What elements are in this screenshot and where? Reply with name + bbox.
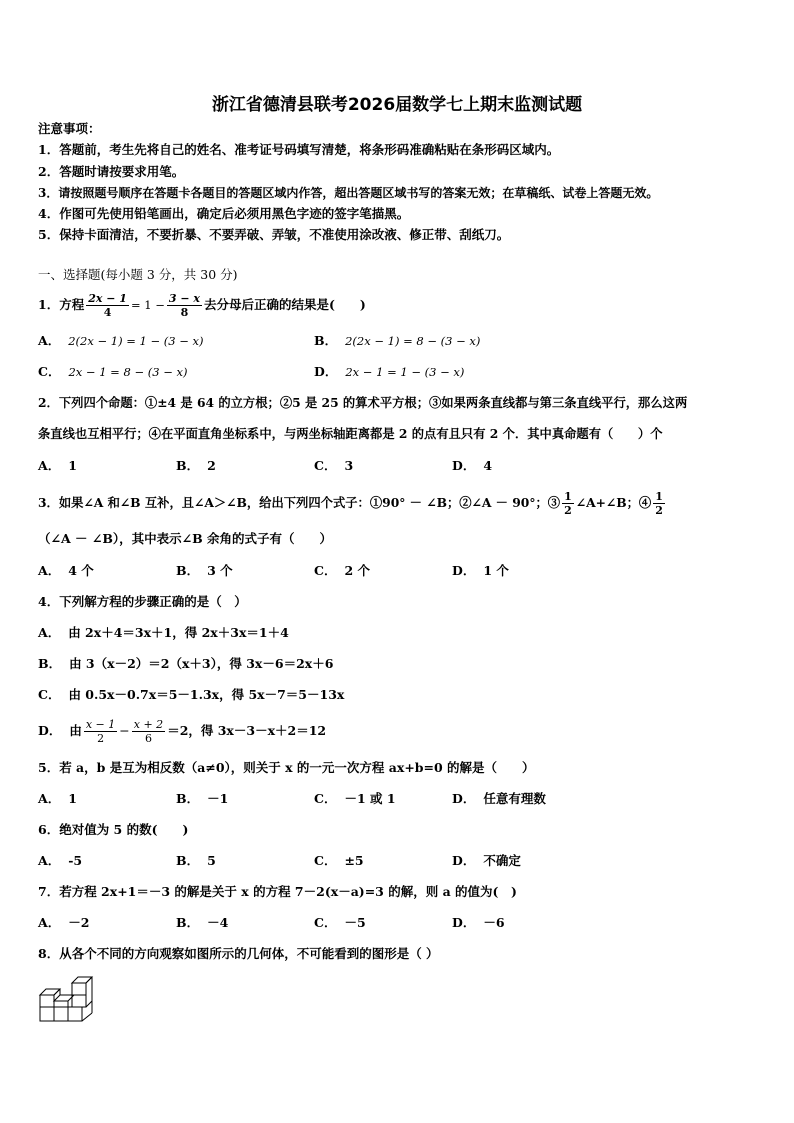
option-text: －4 (207, 915, 229, 930)
option-text: 由 3（x－2）＝2（x＋3），得 3x－6＝2x＋6 (69, 656, 334, 671)
question-2-line-2: 条直线也互相平行；④在平面直角坐标系中，与两坐标轴距离都是 2 的点有且只有 2 个．其中真命题有（ ）个 (38, 426, 663, 441)
q3-option-b[interactable] (176, 563, 233, 579)
q1-option-b[interactable] (314, 333, 480, 349)
q3-f-num: 1 (564, 489, 572, 503)
q6-option-a[interactable] (38, 853, 82, 869)
option-label: D． (452, 791, 476, 806)
option-label: B． (176, 791, 200, 806)
option-text: 由 2x＋4＝3x＋1，得 2x＋3x＝1＋4 (68, 625, 289, 640)
option-label: B． (176, 458, 200, 473)
q6-option-c[interactable] (314, 853, 364, 869)
option-label: A． (38, 791, 61, 806)
q5-option-a[interactable] (38, 791, 77, 807)
q4-option-a[interactable] (38, 625, 289, 641)
question-1-stem (38, 290, 366, 320)
option-text: －6 (483, 915, 505, 930)
option-label: C． (38, 687, 61, 702)
q5-option-c[interactable] (314, 791, 396, 807)
option-text: -5 (68, 853, 83, 868)
option-text: 不确定 (483, 853, 521, 868)
q4-option-b[interactable] (38, 656, 333, 672)
question-2-line-1: 2．下列四个命题：①±4 是 64 的立方根；②5 是 25 的算术平方根；③如果两条直线都与第三条直线平行，那么这两 (38, 395, 688, 410)
question-3-line-2: （∠A － ∠B），其中表示∠B 余角的式子有（ ） (38, 531, 333, 546)
q2-option-c[interactable] (314, 458, 353, 474)
q3-text-b: ∠A+∠B；④ (575, 495, 652, 510)
option-text: 2(2x − 1) = 8 − (3 − x) (345, 334, 481, 348)
option-text: 5 (207, 853, 216, 868)
q6-option-d[interactable] (452, 853, 521, 869)
option-text: 由 0.5x－0.7x＝5－1.3x，得 5x－7＝5－13x (68, 687, 345, 702)
q2-option-a[interactable] (38, 458, 77, 474)
cube-face (72, 983, 86, 995)
q5-option-b[interactable] (176, 791, 228, 807)
option-label: B． (38, 656, 62, 671)
q4-option-c[interactable] (38, 687, 344, 703)
q6-option-b[interactable] (176, 853, 216, 869)
option-text: －5 (344, 915, 366, 930)
q1-fraction-2 (167, 292, 202, 319)
q3-option-c[interactable] (314, 563, 370, 579)
notice-item-2: 2．答题时请按要求用笔。 (38, 164, 185, 179)
q3-f2-num: 1 (655, 489, 663, 503)
option-label: A． (38, 625, 61, 640)
cube-face (72, 995, 86, 1007)
q1-mid: = 1 − (130, 298, 165, 312)
q1-post: 去分母后正确的结果是( ) (203, 297, 366, 312)
q3-f2-den: 2 (655, 503, 663, 517)
option-label: B． (176, 853, 200, 868)
option-text: 任意有理数 (483, 791, 546, 806)
cube-face (68, 1007, 82, 1021)
cube-edge (86, 977, 92, 983)
option-text: 2x − 1 = 8 − (3 − x) (68, 365, 188, 379)
q7-option-b[interactable] (176, 915, 228, 931)
q1-option-d[interactable] (314, 364, 464, 380)
q4-d-f2-den: 6 (144, 731, 152, 745)
q1-option-c[interactable] (38, 364, 187, 380)
q1-f2-den: 8 (180, 305, 189, 319)
option-label: C． (38, 364, 61, 379)
option-text: 1 (68, 458, 77, 473)
option-text: ±5 (344, 853, 364, 868)
option-label: A． (38, 458, 61, 473)
q2-option-d[interactable] (452, 458, 492, 474)
q1-f2-num: 3 − x (168, 291, 200, 305)
q1-option-a[interactable] (38, 333, 204, 349)
cube-edge (54, 989, 60, 995)
option-text: 4 (483, 458, 493, 473)
section-heading: 一、选择题(每小题 3 分，共 30 分) (38, 267, 238, 282)
option-text: －1 或 1 (344, 791, 396, 806)
q7-option-a[interactable] (38, 915, 89, 931)
cube-face (40, 995, 54, 1007)
option-text: 3 个 (207, 563, 233, 578)
option-label: D． (452, 563, 476, 578)
q4-d-f2-num: x + 2 (133, 717, 164, 731)
option-text: 4 个 (68, 563, 94, 578)
option-label: B． (176, 563, 200, 578)
cube-face (54, 1007, 68, 1021)
q3-option-a[interactable] (38, 563, 94, 579)
option-label: D． (452, 915, 476, 930)
question-7-stem: 7．若方程 2x+1＝－3 的解是关于 x 的方程 7－2(x－a)=3 的解，则 a 的值为( ) (38, 884, 517, 899)
notice-item-5: 5．保持卡面清洁，不要折暴、不要弄破、弄皱，不准使用涂改液、修正带、刮纸刀。 (38, 227, 510, 242)
cube-face (54, 1001, 68, 1007)
option-text: －1 (207, 791, 229, 806)
option-label: B． (314, 333, 338, 348)
option-label: C． (314, 853, 337, 868)
question-8-stem: 8．从各个不同的方向观察如图所示的几何体，不可能看到的图形是（ ） (38, 946, 439, 961)
q4-d-fraction-2 (132, 718, 165, 745)
option-label: C． (314, 915, 337, 930)
option-label: D． (314, 364, 338, 379)
option-label: A． (38, 915, 61, 930)
cube-edge (82, 1013, 92, 1021)
option-text: 2x − 1 = 1 − (3 − x) (345, 365, 465, 379)
option-text: 2 (207, 458, 216, 473)
q4-d-minus: − (119, 723, 130, 738)
q4-d-f1-den: 2 (97, 731, 105, 745)
cube-face (40, 1007, 54, 1021)
q3-fraction-half (562, 490, 574, 517)
page-title: 浙江省德清县联考2026届数学七上期末监测试题 (211, 95, 583, 115)
notice-item-3: 3．请按照题号顺序在答题卡各题目的答题区域内作答，超出答题区域书写的答案无效；在草稿纸、试卷上答题无效。 (38, 186, 659, 200)
cube-face (54, 995, 74, 1001)
q7-option-d[interactable] (452, 915, 505, 931)
cube-edge (86, 1001, 92, 1007)
q2-option-b[interactable] (176, 458, 216, 474)
option-label: A． (38, 563, 61, 578)
option-text: －2 (68, 915, 90, 930)
question-6-stem: 6．绝对值为 5 的数( ) (38, 822, 189, 837)
option-text: 1 (68, 791, 77, 806)
option-text: 2 个 (344, 563, 371, 578)
q3-f-den: 2 (564, 503, 572, 517)
q3-text-a: 3．如果∠A 和∠B 互补，且∠A＞∠B，给出下列四个式子：①90° － ∠B；②∠A － 90°；③ (38, 495, 561, 510)
q1-f1-den: 4 (103, 305, 112, 319)
question-5-stem: 5．若 a，b 是互为相反数（a≠0），则关于 x 的一元一次方程 ax+b=0 的解是（ ） (38, 760, 535, 775)
option-label: D． (452, 853, 476, 868)
option-text: 1 个 (483, 563, 509, 578)
option-label: A． (38, 853, 61, 868)
q3-fraction-half-2 (653, 490, 665, 517)
q1-fraction-1 (86, 292, 129, 319)
q4-d-post: ＝2，得 3x－3－x＋2＝12 (167, 723, 327, 738)
option-label: D． (452, 458, 476, 473)
notice-item-4: 4．作图可先使用铅笔画出，确定后必须用黑色字迹的签字笔描黑。 (38, 206, 410, 221)
option-label: C． (314, 563, 337, 578)
question-3-line-1 (38, 487, 667, 519)
option-label: A． (38, 333, 61, 348)
q4-d-pre: 由 (69, 723, 82, 738)
q5-option-d[interactable] (452, 791, 546, 807)
option-text: 3 (344, 458, 354, 473)
option-label: B． (176, 915, 200, 930)
option-text: 2(2x − 1) = 1 − (3 − x) (68, 334, 204, 348)
option-label: D． (38, 723, 62, 738)
notice-heading: 注意事项： (38, 121, 101, 136)
notice-item-1: 1．答题前，考生先将自己的姓名、准考证号码填写清楚，将条形码准确粘贴在条形码区域内。 (38, 142, 560, 157)
q4-d-f1-num: x − 1 (85, 717, 116, 731)
q3-option-d[interactable] (452, 563, 509, 579)
option-label: C． (314, 458, 337, 473)
q1-f1-num: 2x − 1 (88, 291, 127, 305)
q4-d-fraction-1 (84, 718, 117, 745)
cube-stack-figure (38, 975, 98, 1029)
question-4-stem: 4．下列解方程的步骤正确的是（ ） (38, 594, 247, 609)
q1-pre: 1．方程 (38, 297, 85, 312)
q4-option-d[interactable] (38, 713, 326, 749)
q7-option-c[interactable] (314, 915, 366, 931)
option-label: C． (314, 791, 337, 806)
